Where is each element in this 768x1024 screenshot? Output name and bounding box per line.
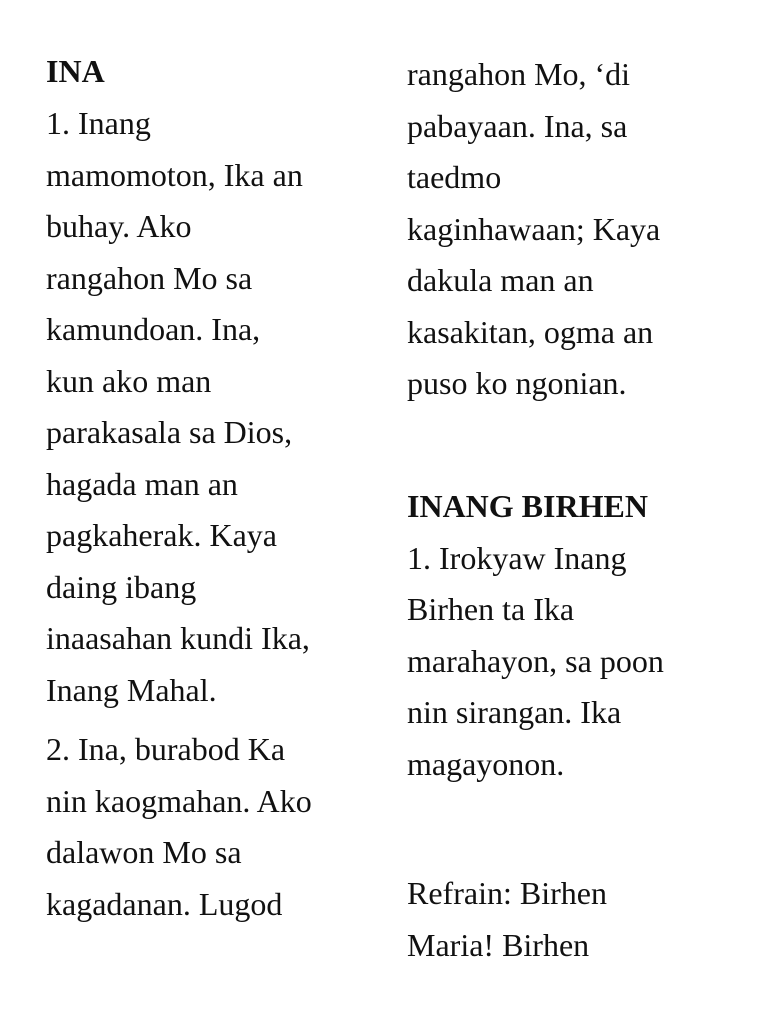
refrain-inang-birhen: [407, 868, 737, 971]
verse-2-ina: [46, 724, 376, 930]
left-column: [46, 50, 376, 930]
text-line: mamomoton, Ika an: [46, 156, 303, 193]
song-title-inang-birhen: INANG BIRHEN: [407, 487, 648, 524]
right-column: [407, 49, 737, 971]
text-line: daing ibang: [46, 568, 197, 605]
text-line: hagada man an: [46, 465, 238, 502]
text-line: rangahon Mo sa: [46, 259, 253, 296]
text-line: kun ako man: [46, 362, 212, 399]
text-line: marahayon, sa poon: [407, 642, 664, 679]
text-line: Birhen ta Ika: [407, 591, 575, 627]
text-line: kasakitan, ogma an: [407, 313, 654, 350]
text-line: dakula man an: [407, 262, 594, 298]
text-line: rangahon Mo, ‘di: [407, 56, 631, 92]
text-line: nin sirangan. Ika: [407, 694, 622, 730]
text-line: puso ko ngonian.: [407, 365, 627, 401]
text-line: magayonon.: [407, 745, 565, 782]
text-line: pagkaherak. Kaya: [46, 517, 277, 553]
text-line: buhay. Ako: [46, 208, 192, 244]
text-line: nin kaogmahan. Ako: [46, 782, 312, 819]
text-line: kagadanan. Lugod: [46, 885, 283, 922]
text-line: 2. Ina, burabod Ka: [46, 731, 286, 767]
verse-1-ina: [46, 98, 376, 716]
text-line: 1. Irokyaw Inang: [407, 539, 627, 576]
text-line: pabayaan. Ina, sa: [407, 107, 628, 144]
text-line: kamundoan. Ina,: [46, 311, 261, 347]
text-line: 1. Inang: [46, 105, 151, 141]
text-line: kaginhawaan; Kaya: [407, 210, 661, 247]
text-line: Refrain: Birhen: [407, 875, 607, 911]
text-line: dalawon Mo sa: [46, 834, 242, 870]
text-line: inaasahan kundi Ika,: [46, 620, 310, 656]
text-line: parakasala sa Dios,: [46, 414, 293, 450]
text-line: Maria! Birhen: [407, 926, 590, 963]
text-line: Inang Mahal.: [46, 671, 217, 708]
song-title-ina: INA: [46, 53, 105, 89]
text-line: taedmo: [407, 159, 502, 195]
verse-1-inang-birhen: [407, 533, 737, 791]
verse-2-ina-continued: [407, 49, 737, 410]
